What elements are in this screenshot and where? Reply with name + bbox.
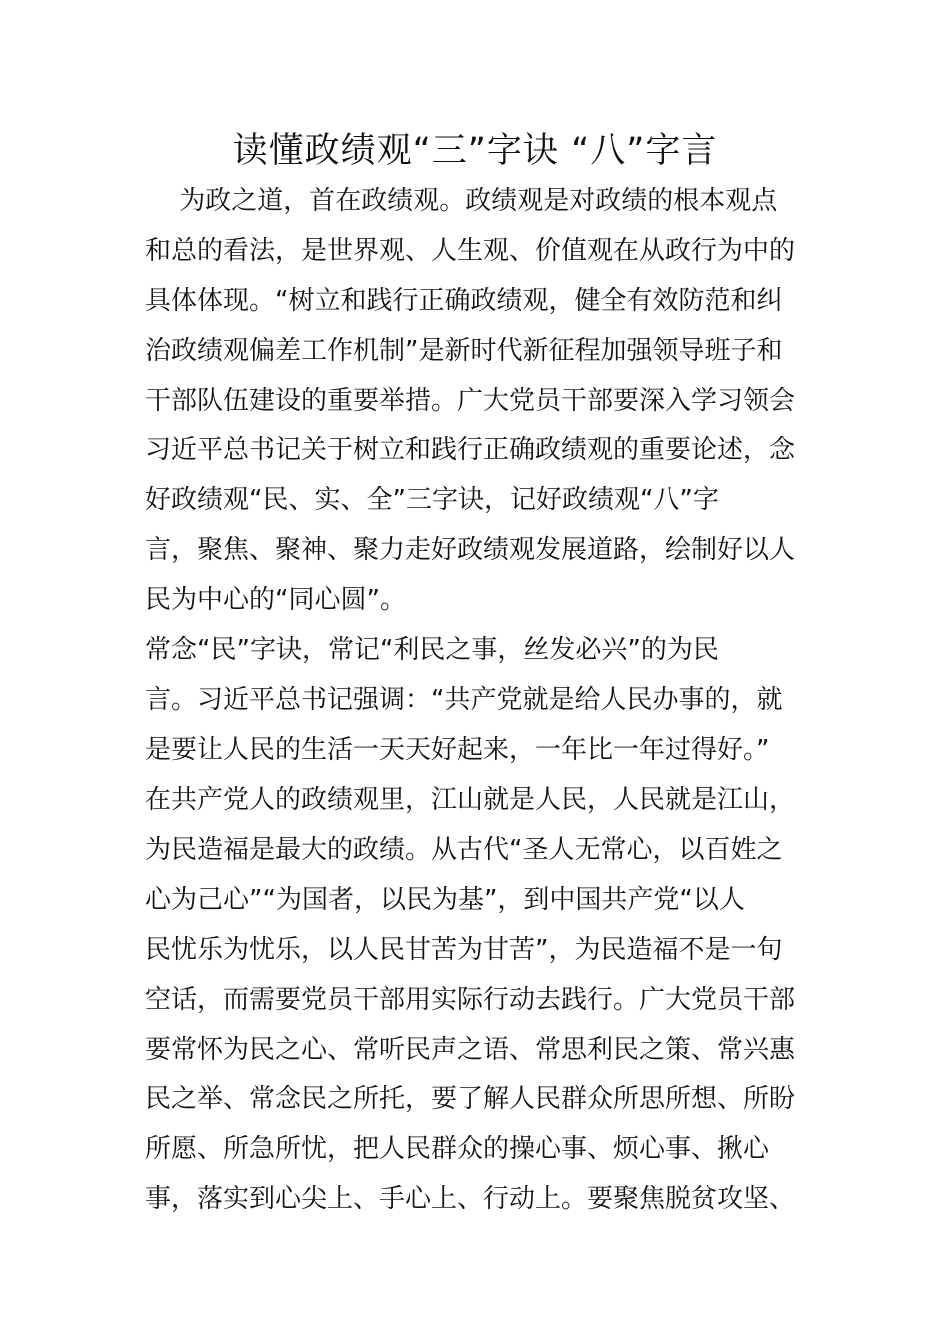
paragraph-line: 要常怀为民之心、常听民声之语、常思利民之策、常兴惠 [145,1035,796,1065]
paragraph-line: 干部队伍建设的重要举措。广大党员干部要深入学习领会 [145,386,796,416]
document-title: 读懂政绩观“三”字诀 “八”字言 [232,131,718,171]
paragraph-line: 治政绩观偏差工作机制”是新时代新征程加强领导班子和 [145,336,783,366]
paragraph-line: 言，聚焦、聚神、聚力走好政绩观发展道路，绘制好以人 [145,535,796,565]
paragraph-line: 所愿、所急所忧，把人民群众的操心事、烦心事、揪心 [145,1134,770,1164]
paragraph-line: 常念“民”字诀，常记“利民之事，丝发必兴”的为民 [145,635,719,665]
paragraph-line: 空话，而需要党员干部用实际行动去践行。广大党员干部 [145,985,796,1015]
paragraph-line: 民忧乐为忧乐，以人民甘苦为甘苦”，为民造福不是一句 [145,935,783,965]
paragraph-line: 事，落实到心尖上、手心上、行动上。要聚焦脱贫攻坚、 [145,1184,796,1214]
paragraph-line: 在共产党人的政绩观里，江山就是人民，人民就是江山， [145,785,796,815]
paragraph-line: 民之举、常念民之所托，要了解人民群众所思所想、所盼 [145,1084,796,1114]
paragraph-line: 为民造福是最大的政绩。从古代“圣人无常心，以百姓之 [145,835,783,865]
paragraph-line: 和总的看法，是世界观、人生观、价值观在从政行为中的 [145,236,796,266]
paragraph-line: 为政之道，首在政绩观。政绩观是对政绩的根本观点 [145,186,778,216]
paragraph-line: 习近平总书记关于树立和践行正确政绩观的重要论述，念 [145,435,796,465]
paragraph-line: 言。习近平总书记强调：“共产党就是给人民办事的，就 [145,685,783,715]
paragraph-line: 民为中心的“同心圆”。 [145,585,406,615]
paragraph-line: 是要让人民的生活一天天好起来，一年比一年过得好。” [145,735,770,765]
paragraph-line: 心为己心”“为国者，以民为基”，到中国共产党“以人 [145,885,745,915]
paragraph-line: 具体体现。“树立和践行正确政绩观，健全有效防范和纠 [145,286,783,316]
paragraph-line: 好政绩观“民、实、全”三字诀，记好政绩观“八”字 [145,485,719,515]
